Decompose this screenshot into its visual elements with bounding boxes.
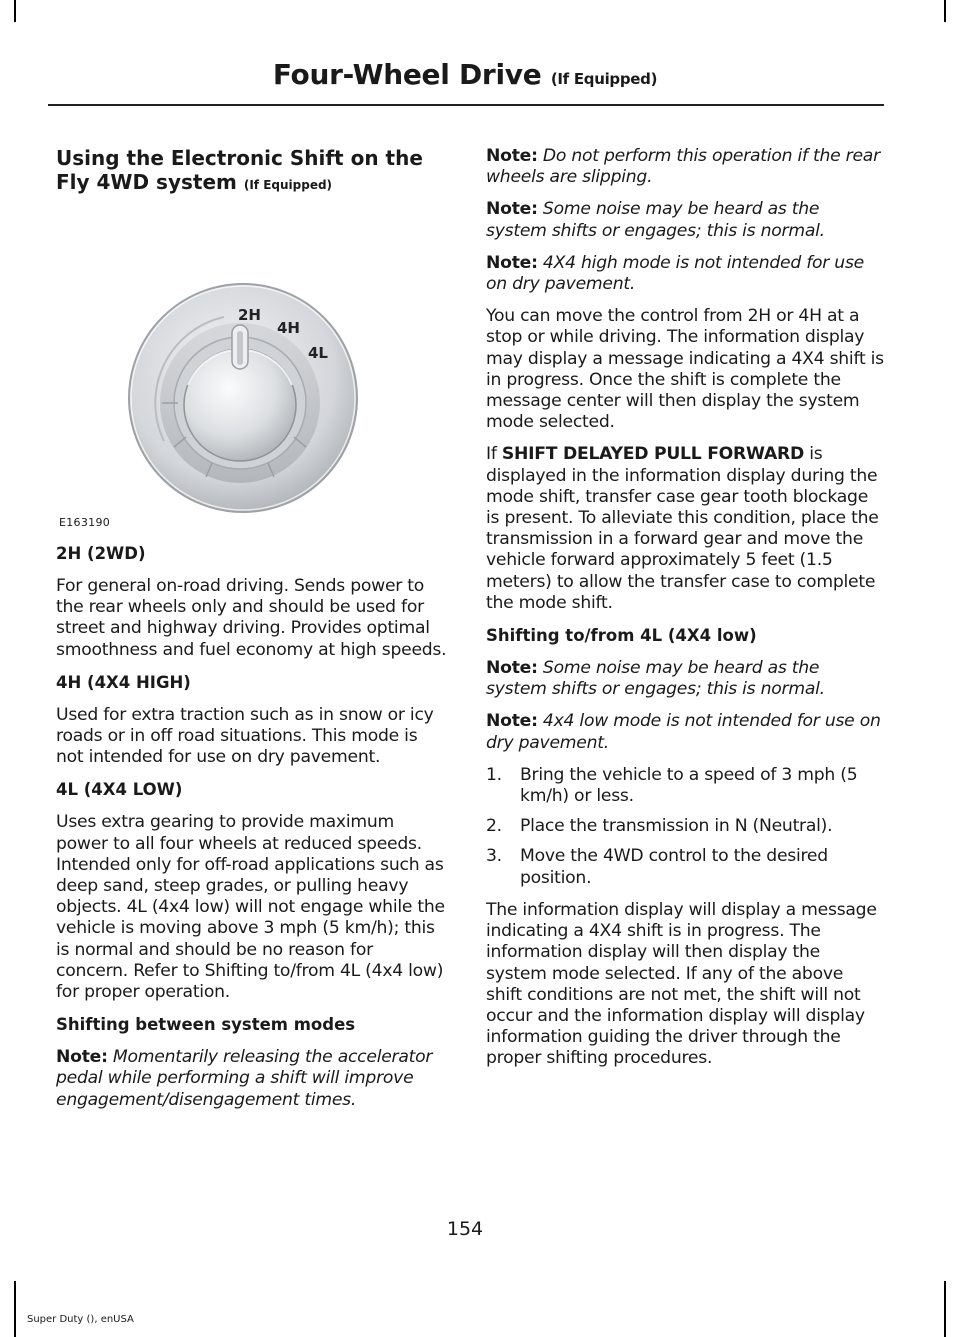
list-item: 2. Place the transmission in N (Neutral). [486, 816, 833, 837]
paragraph-2h: For general on-road driving. Sends power to the rear wheels only and should be used for street and highway driving. Provides optimal smoothness and fuel economy at high speeds. [56, 576, 447, 660]
paragraph-move-control: You can move the control from 2H or 4H at a stop or while driving. The information display may display a message indicating a 4X4 shift is in progress. Once the shift is complete the message center will then display the system mode selected. [486, 306, 884, 433]
header-divider [48, 104, 884, 106]
note-noise: Note: Some noise may be heard as the system shifts or engages; this is normal. [486, 199, 825, 241]
header-title-text: Four-Wheel Drive [272, 58, 542, 91]
heading-2h: 2H (2WD) [56, 544, 146, 563]
heading-4l: 4L (4X4 LOW) [56, 780, 183, 800]
heading-shifting-4l: Shifting to/from 4L (4X4 low) [486, 626, 757, 646]
footer-text: Super Duty (), enUSA [27, 1314, 134, 1325]
list-item: 3. Move the 4WD control to the desired position. [486, 846, 828, 888]
crop-mark [944, 1281, 946, 1337]
note-rear-wheels: Note: Do not perform this operation if the rear wheels are slipping. [486, 146, 880, 188]
crop-mark [14, 0, 16, 22]
left-column [56, 146, 448, 1122]
heading-shifting-modes: Shifting between system modes [56, 1015, 356, 1035]
dial-label-2h: 2H [238, 306, 261, 324]
header-title-suffix: (If Equipped) [550, 70, 658, 88]
note-noise-4l: Note: Some noise may be heard as the system shifts or engages; this is normal. [486, 658, 825, 700]
figure-code: E163190 [59, 516, 111, 529]
heading-4h: 4H (4X4 HIGH) [56, 672, 191, 692]
crop-mark [944, 0, 946, 22]
list-item: 1. Bring the vehicle to a speed of 3 mph (5 km/h) or less. [486, 764, 858, 807]
paragraph-4l: Uses extra gearing to provide maximum power to all four wheels at reduced speeds. Intended only for off-road applications such as deep sand, steep grades, or pulling heavy objects. 4L (4x4 low) will not engage while the vehicle is moving above 3 mph (5 km/h); this is normal and should be no reason for concern. Refer to Shifting to/from 4L (4x4 low) for proper operation. [56, 812, 445, 1003]
section-title: Using the Electronic Shift on the Fly 4WD system (If Equipped) [56, 146, 423, 194]
dial-label-4h: 4H [277, 319, 300, 337]
paragraph-final: The information display will display a message indicating a 4X4 shift is in progress. The information display will then display the system mode selected. If any of the above shift conditions are not met, the shift will not occur and the information display will display information guiding the driver through the proper shifting procedures. [486, 899, 877, 1069]
message-shift-delayed: SHIFT DELAYED PULL FORWARD [501, 444, 805, 465]
4wd-selector-dial-illustration [56, 213, 448, 531]
page-number: 154 [446, 1218, 484, 1240]
dial-label-4l: 4L [308, 344, 328, 362]
note-accelerator: Note: Momentarily releasing the accelerator pedal while performing a shift will improve engagement/disengagement times. [56, 1047, 433, 1110]
paragraph-4h: Used for extra traction such as in snow or icy roads or in off road situations. This mode is not intended for use on dry pavement. [56, 704, 434, 768]
note-4x4-high: Note: 4X4 high mode is not intended for use on dry pavement. [486, 252, 864, 295]
steps-list [486, 765, 884, 889]
page-header-title [0, 58, 930, 91]
right-column [486, 146, 884, 1081]
paragraph-shift-delayed: If SHIFT DELAYED PULL FORWARD is displayed in the information display during the mode shift, transfer case gear tooth blockage is present. To alleviate this condition, place the transmission in a forward gear and move the vehicle forward approximately 5 feet (1.5 meters) to allow the transfer case to complete the mode shift. [486, 444, 879, 613]
note-4x4-low: Note: 4x4 low mode is not intended for use on dry pavement. [486, 711, 881, 753]
shift-dial-figure [56, 213, 448, 531]
crop-mark [14, 1281, 16, 1337]
